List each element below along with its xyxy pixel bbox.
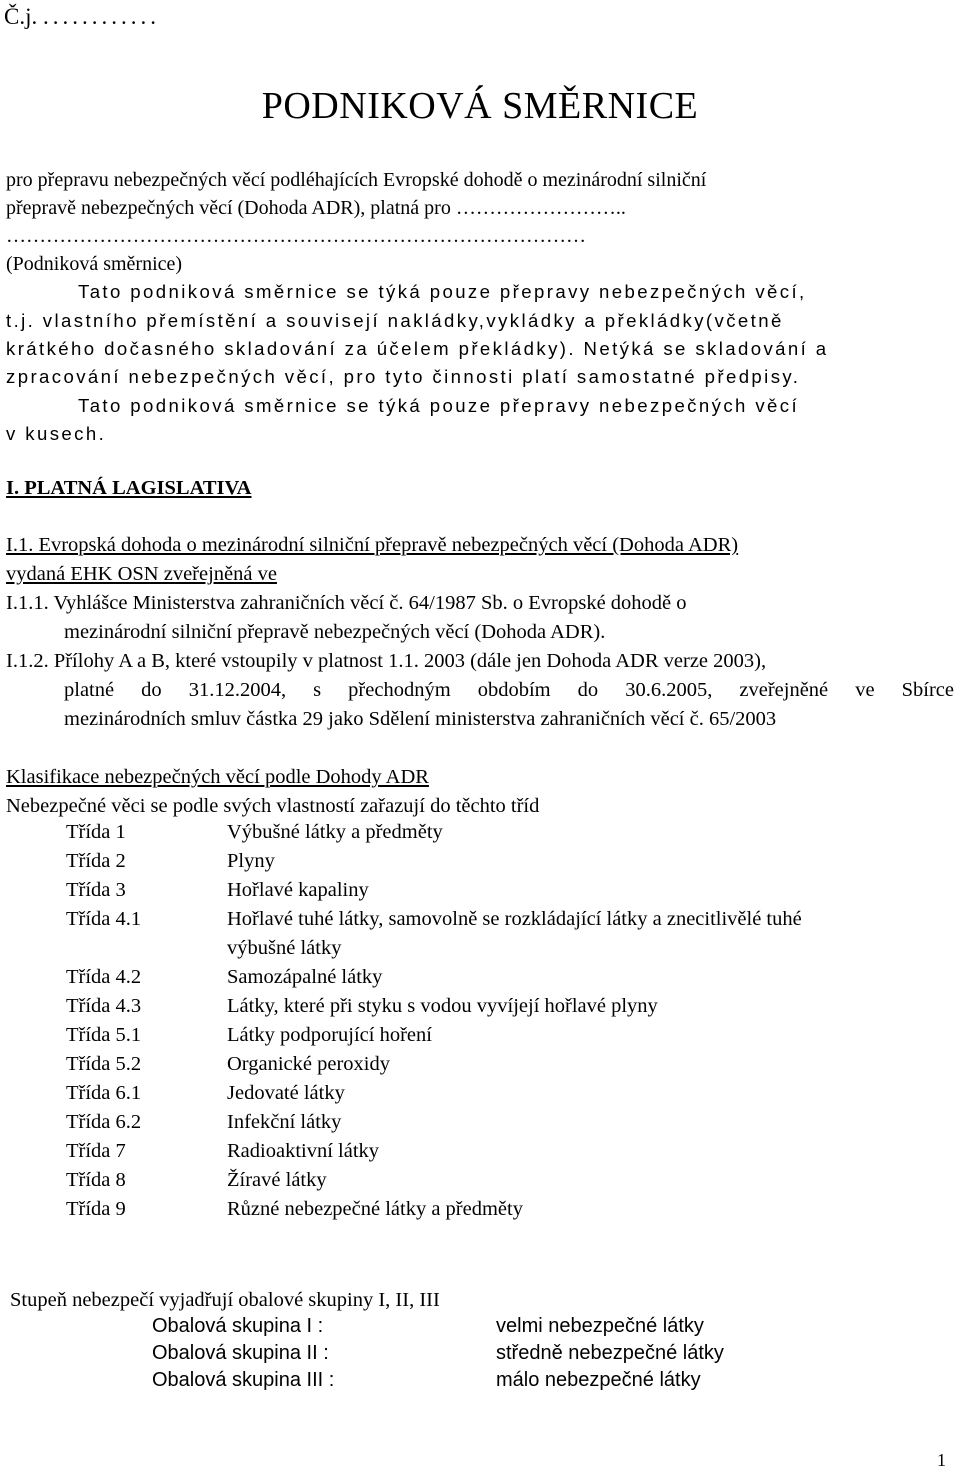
legislation-item: mezinárodních smluv částka 29 jako Sdělení ministerstva zahraničních věcí č. 65/2003: [64, 708, 777, 730]
class-code: Třída 5.2: [66, 1053, 142, 1075]
packaging-group-value: málo nebezpečné látky: [496, 1369, 701, 1391]
class-code: Třída 6.1: [66, 1082, 142, 1104]
class-code: Třída 7: [66, 1140, 126, 1162]
class-code: Třída 5.1: [66, 1024, 142, 1046]
packaging-intro: Stupeň nebezpečí vyjadřují obalové skupiny I, II, III: [10, 1289, 440, 1311]
intro-line: přepravě nebezpečných věcí (Dohoda ADR), platná pro ……………………..: [6, 197, 626, 219]
intro-line: pro přepravu nebezpečných věcí podléhajících Evropské dohodě o mezinárodní silniční: [6, 169, 707, 191]
classification-heading: Klasifikace nebezpečných věcí podle Dohody ADR: [6, 766, 429, 788]
intro-line: ……………………………………………………………………………: [6, 225, 586, 247]
intro-line: (Podniková směrnice): [6, 253, 183, 275]
class-name-continued: výbušné látky: [227, 937, 342, 959]
class-name: Hořlavé kapaliny: [227, 879, 369, 901]
scope-line: Tato podniková směrnice se týká pouze přepravy nebezpečných věcí: [78, 395, 800, 416]
class-code: Třída 4.3: [66, 995, 142, 1017]
class-code: Třída 4.1: [66, 908, 142, 930]
class-name: Jedovaté látky: [227, 1082, 345, 1104]
class-name: Plyny: [227, 850, 275, 872]
page-number: 1: [937, 1450, 946, 1470]
packaging-group-label: Obalová skupina I :: [152, 1315, 324, 1337]
packaging-group-value: velmi nebezpečné látky: [496, 1315, 704, 1337]
class-code: Třída 3: [66, 879, 126, 901]
reference-prefix: Č.j.: [4, 4, 38, 29]
legislation-item: I.1. Evropská dohoda o mezinárodní silniční přepravě nebezpečných věcí (Dohoda ADR): [6, 534, 739, 556]
packaging-group-label: Obalová skupina III :: [152, 1369, 335, 1391]
class-name: Samozápalné látky: [227, 966, 383, 988]
class-code: Třída 6.2: [66, 1111, 142, 1133]
class-code: Třída 9: [66, 1198, 126, 1220]
class-name: Výbušné látky a předměty: [227, 821, 443, 843]
scope-line: krátkého dočasného skladování za účelem překládky). Netýká se skladování a: [6, 338, 829, 359]
class-code: Třída 4.2: [66, 966, 142, 988]
class-code: Třída 8: [66, 1169, 126, 1191]
class-code: Třída 1: [66, 821, 126, 843]
class-name: Organické peroxidy: [227, 1053, 390, 1075]
legislation-item: mezinárodní silniční přepravě nebezpečných věcí (Dohoda ADR).: [64, 621, 606, 643]
scope-line: v kusech.: [6, 423, 107, 444]
reference-number: [4, 4, 160, 30]
intro-paragraph: [6, 166, 706, 278]
class-name: Látky podporující hoření: [227, 1024, 432, 1046]
reference-dots: ............: [42, 4, 160, 29]
class-name: Různé nebezpečné látky a předměty: [227, 1198, 523, 1220]
scope-line: zpracování nebezpečných věcí, pro tyto činnosti platí samostatné předpisy.: [6, 366, 801, 387]
class-name: Žíravé látky: [227, 1169, 327, 1191]
class-name: Látky, které při styku s vodou vyvíjejí hořlavé plyny: [227, 995, 658, 1017]
class-name: Hořlavé tuhé látky, samovolně se rozkládající látky a znecitlivělé tuhé: [227, 908, 802, 930]
class-name: Radioaktivní látky: [227, 1140, 380, 1162]
class-name: Infekční látky: [227, 1111, 342, 1133]
page-title: PODNIKOVÁ SMĚRNICE: [261, 85, 699, 127]
packaging-group-value: středně nebezpečné látky: [496, 1342, 724, 1364]
packaging-group-label: Obalová skupina II :: [152, 1342, 329, 1364]
legislation-item: vydaná EHK OSN zveřejněná ve: [6, 563, 277, 585]
legislation-item: I.1.2. Přílohy A a B, které vstoupily v platnost 1.1. 2003 (dále jen Dohoda ADR verze 2003),: [6, 650, 767, 672]
legislation-item: platné do 31.12.2004, s přechodným obdobím do 30.6.2005, zveřejněné ve Sbírce: [64, 679, 954, 701]
class-code: Třída 2: [66, 850, 126, 872]
scope-line: t.j. vlastního přemístění a souvisejí nakládky,vykládky a překládky(včetně: [6, 310, 784, 331]
legislation-item: I.1.1. Vyhlášce Ministerstva zahraničních věcí č. 64/1987 Sb. o Evropské dohodě o: [6, 592, 687, 614]
classification-intro: Nebezpečné věci se podle svých vlastností zařazují do těchto tříd: [6, 795, 540, 817]
section-heading-legislation: I. PLATNÁ LAGISLATIVA: [6, 477, 252, 499]
scope-line: Tato podniková směrnice se týká pouze přepravy nebezpečných věcí,: [78, 281, 807, 302]
